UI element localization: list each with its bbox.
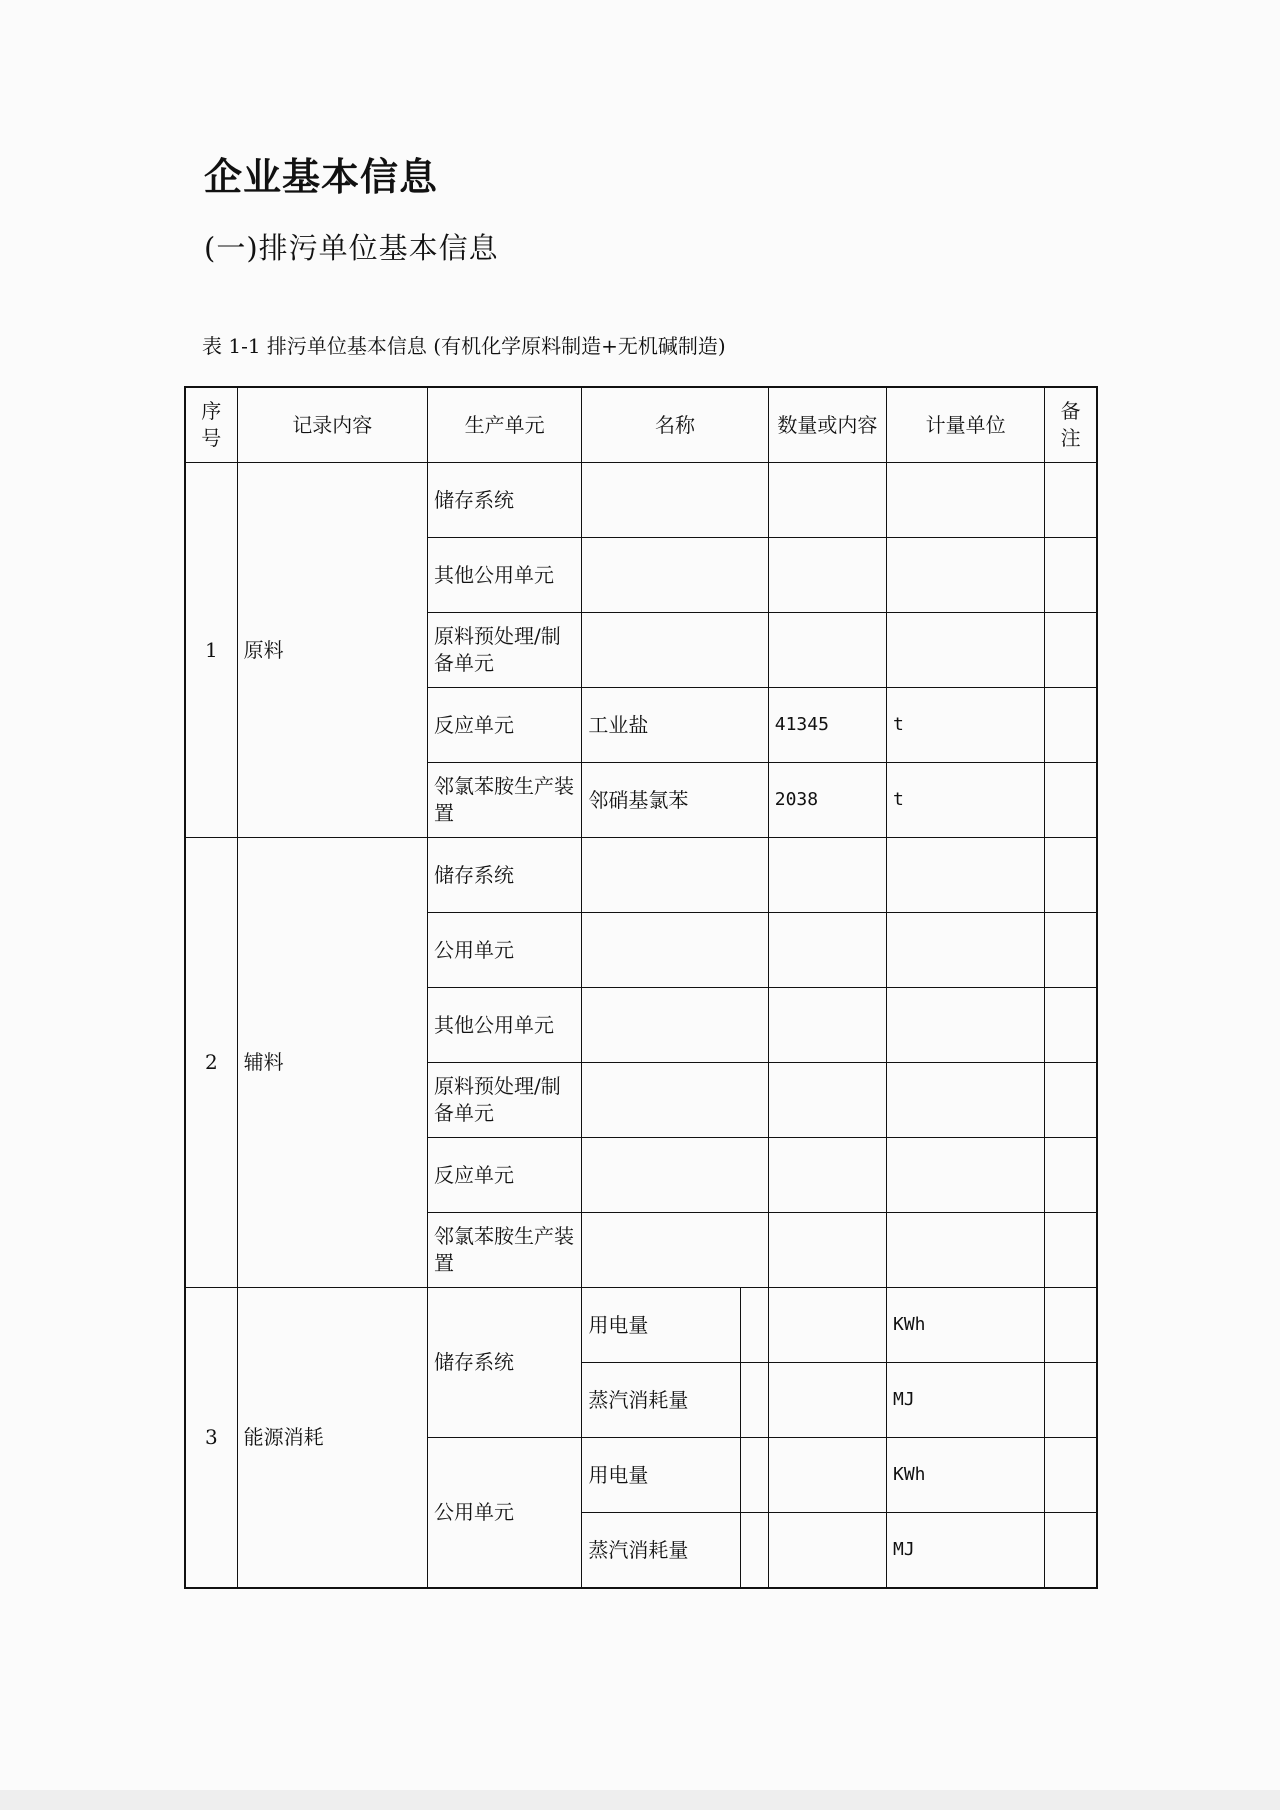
name-cell <box>582 913 768 988</box>
remark-cell <box>1045 763 1097 838</box>
qty-cell <box>768 1363 886 1438</box>
section-no: 3 <box>185 1288 237 1589</box>
section-no: 1 <box>185 463 237 838</box>
name-cell: 蒸汽消耗量 <box>582 1513 740 1589</box>
remark-cell <box>1045 613 1097 688</box>
spacer-cell <box>740 1438 768 1513</box>
measure-cell <box>886 1138 1044 1213</box>
unit-cell: 原料预处理/制备单元 <box>428 1063 582 1138</box>
header-qty: 数量或内容 <box>768 387 886 463</box>
remark-cell <box>1045 838 1097 913</box>
remark-cell <box>1045 913 1097 988</box>
qty-cell <box>768 1138 886 1213</box>
remark-cell <box>1045 1363 1097 1438</box>
measure-cell <box>886 838 1044 913</box>
qty-cell <box>768 838 886 913</box>
header-unit: 生产单元 <box>428 387 582 463</box>
unit-cell: 反应单元 <box>428 688 582 763</box>
measure-cell: MJ <box>886 1363 1044 1438</box>
section-content: 辅料 <box>237 838 427 1288</box>
unit-cell: 储存系统 <box>428 1288 582 1438</box>
unit-cell: 其他公用单元 <box>428 988 582 1063</box>
measure-cell <box>886 988 1044 1063</box>
name-cell <box>582 1213 768 1288</box>
measure-cell <box>886 463 1044 538</box>
name-cell <box>582 463 768 538</box>
remark-cell <box>1045 1438 1097 1513</box>
unit-cell: 邻氯苯胺生产装置 <box>428 1213 582 1288</box>
unit-cell: 反应单元 <box>428 1138 582 1213</box>
table-header-row <box>185 387 1097 463</box>
section-no: 2 <box>185 838 237 1288</box>
qty-cell <box>768 463 886 538</box>
unit-cell: 原料预处理/制备单元 <box>428 613 582 688</box>
qty-cell <box>768 1063 886 1138</box>
remark-cell <box>1045 988 1097 1063</box>
qty-cell: 2038 <box>768 763 886 838</box>
table-caption: 表 1-1 排污单位基本信息 (有机化学原料制造+无机碱制造) <box>202 334 726 358</box>
page-title: 企业基本信息 <box>204 155 439 199</box>
remark-cell <box>1045 538 1097 613</box>
name-cell: 用电量 <box>582 1288 740 1363</box>
qty-cell <box>768 988 886 1063</box>
name-cell <box>582 838 768 913</box>
name-cell <box>582 613 768 688</box>
remark-cell <box>1045 1513 1097 1589</box>
measure-cell: KWh <box>886 1288 1044 1363</box>
qty-cell <box>768 1288 886 1363</box>
remark-cell <box>1045 1138 1097 1213</box>
name-cell: 用电量 <box>582 1438 740 1513</box>
header-content: 记录内容 <box>237 387 427 463</box>
qty-cell <box>768 1438 886 1513</box>
header-no: 序号 <box>185 387 237 463</box>
unit-cell: 储存系统 <box>428 838 582 913</box>
measure-cell <box>886 1063 1044 1138</box>
measure-cell <box>886 913 1044 988</box>
header-remark: 备注 <box>1045 387 1097 463</box>
measure-cell: t <box>886 688 1044 763</box>
name-cell <box>582 1138 768 1213</box>
name-cell: 蒸汽消耗量 <box>582 1363 740 1438</box>
name-cell: 工业盐 <box>582 688 768 763</box>
unit-cell: 储存系统 <box>428 463 582 538</box>
measure-cell <box>886 613 1044 688</box>
unit-cell: 其他公用单元 <box>428 538 582 613</box>
name-cell: 邻硝基氯苯 <box>582 763 768 838</box>
info-table <box>184 386 1098 1589</box>
remark-cell <box>1045 1063 1097 1138</box>
section-content: 能源消耗 <box>237 1288 427 1589</box>
name-cell <box>582 988 768 1063</box>
table-row <box>185 838 1097 913</box>
unit-cell: 邻氯苯胺生产装置 <box>428 763 582 838</box>
table-row <box>185 463 1097 538</box>
unit-cell: 公用单元 <box>428 913 582 988</box>
name-cell <box>582 538 768 613</box>
section-subtitle: (一)排污单位基本信息 <box>204 231 499 265</box>
spacer-cell <box>740 1288 768 1363</box>
name-cell <box>582 1063 768 1138</box>
qty-cell <box>768 913 886 988</box>
table-row <box>185 1288 1097 1363</box>
remark-cell <box>1045 1288 1097 1363</box>
header-name: 名称 <box>582 387 768 463</box>
qty-cell <box>768 1213 886 1288</box>
remark-cell <box>1045 1213 1097 1288</box>
qty-cell: 41345 <box>768 688 886 763</box>
measure-cell: t <box>886 763 1044 838</box>
qty-cell <box>768 1513 886 1589</box>
measure-cell <box>886 538 1044 613</box>
remark-cell <box>1045 688 1097 763</box>
header-measure: 计量单位 <box>886 387 1044 463</box>
remark-cell <box>1045 463 1097 538</box>
spacer-cell <box>740 1513 768 1589</box>
measure-cell: MJ <box>886 1513 1044 1589</box>
measure-cell: KWh <box>886 1438 1044 1513</box>
qty-cell <box>768 538 886 613</box>
measure-cell <box>886 1213 1044 1288</box>
section-content: 原料 <box>237 463 427 838</box>
qty-cell <box>768 613 886 688</box>
unit-cell: 公用单元 <box>428 1438 582 1589</box>
scan-bottom-strip <box>0 1790 1280 1810</box>
spacer-cell <box>740 1363 768 1438</box>
